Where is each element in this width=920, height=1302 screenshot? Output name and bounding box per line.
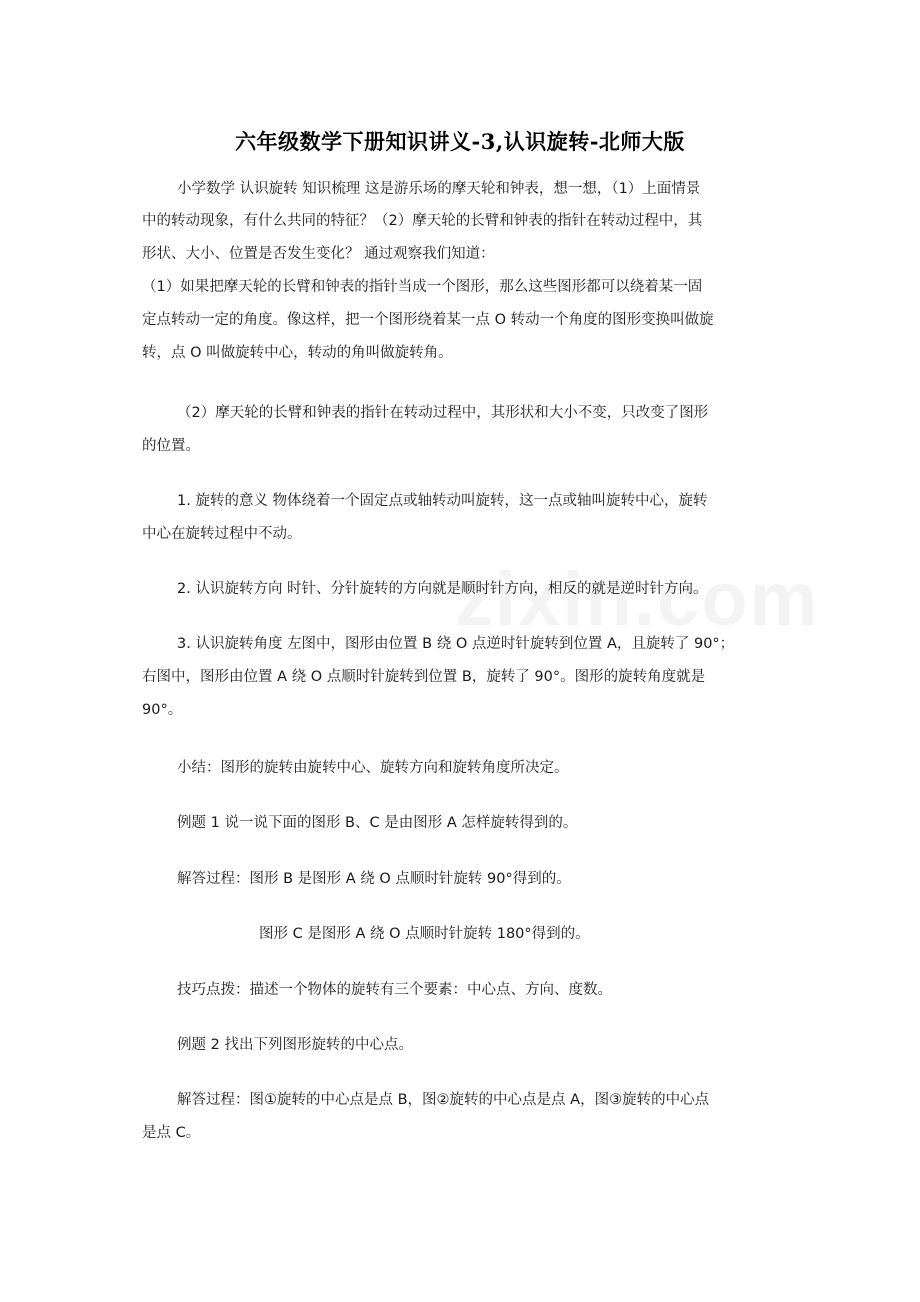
text-line: 中的转动现象，有什么共同的特征？（2）摩天轮的长臂和钟表的指针在转动过程中，其 xyxy=(142,213,703,229)
text-line: 例题 2 找出下列图形旋转的中心点。 xyxy=(177,1037,413,1053)
text-line: 右图中，图形由位置 A 绕 O 点顺时针旋转到位置 B，旋转了 90°。图形的旋转角度就是 xyxy=(142,669,706,685)
text-line: 解答过程：图①旋转的中心点是点 B，图②旋转的中心点是点 A，图③旋转的中心点 xyxy=(177,1092,710,1108)
text-line: 小学数学 认识旋转 知识梳理 这是游乐场的摩天轮和钟表，想一想，（1）上面情景 xyxy=(177,181,701,197)
text-line: 例题 1 说一说下面的图形 B、C 是由图形 A 怎样旋转得到的。 xyxy=(177,815,578,831)
text-line: 解答过程：图形 B 是图形 A 绕 O 点顺时针旋转 90°得到的。 xyxy=(177,871,571,887)
text-line: 1. 旋转的意义 物体绕着一个固定点或轴转动叫旋转，这一点或轴叫旋转中心，旋转 xyxy=(177,493,708,509)
watermark xyxy=(455,556,819,643)
text-line: （2）摩天轮的长臂和钟表的指针在转动过程中，其形状和大小不变，只改变了图形 xyxy=(177,405,709,421)
text-line: 3. 认识旋转角度 左图中，图形由位置 B 绕 O 点逆时针旋转到位置 A，且旋转了 90°； xyxy=(177,636,735,652)
text-line: 转，点 O 叫做旋转中心，转动的角叫做旋转角。 xyxy=(142,345,453,361)
text-line: 技巧点拨：描述一个物体的旋转有三个要素：中心点、方向、度数。 xyxy=(177,982,612,998)
text-line: 2. 认识旋转方向 时针、分针旋转的方向就是顺时针方向，相反的就是逆时针方向。 xyxy=(177,581,708,597)
text-line: 定点转动一定的角度。像这样，把一个图形绕着某一点 O 转动一个角度的图形变换叫做旋 xyxy=(142,312,714,328)
text-line: 是点 C。 xyxy=(142,1125,201,1141)
page-title: 六年级数学下册知识讲义-3,认识旋转-北师大版 xyxy=(235,129,685,154)
text-line: 中心在旋转过程中不动。 xyxy=(142,526,302,542)
text-line: 图形 C 是图形 A 绕 O 点顺时针旋转 180°得到的。 xyxy=(259,926,590,942)
text-line: 形状、大小、位置是否发生变化？ 通过观察我们知道： xyxy=(142,246,495,262)
text-line: 90°。 xyxy=(142,702,183,718)
text-line: 的位置。 xyxy=(142,438,200,454)
text-line: 小结：图形的旋转由旋转中心、旋转方向和旋转角度所决定。 xyxy=(177,760,569,776)
text-line: （1）如果把摩天轮的长臂和钟表的指针当成一个图形，那么这些图形都可以绕着某一固 xyxy=(142,279,703,295)
